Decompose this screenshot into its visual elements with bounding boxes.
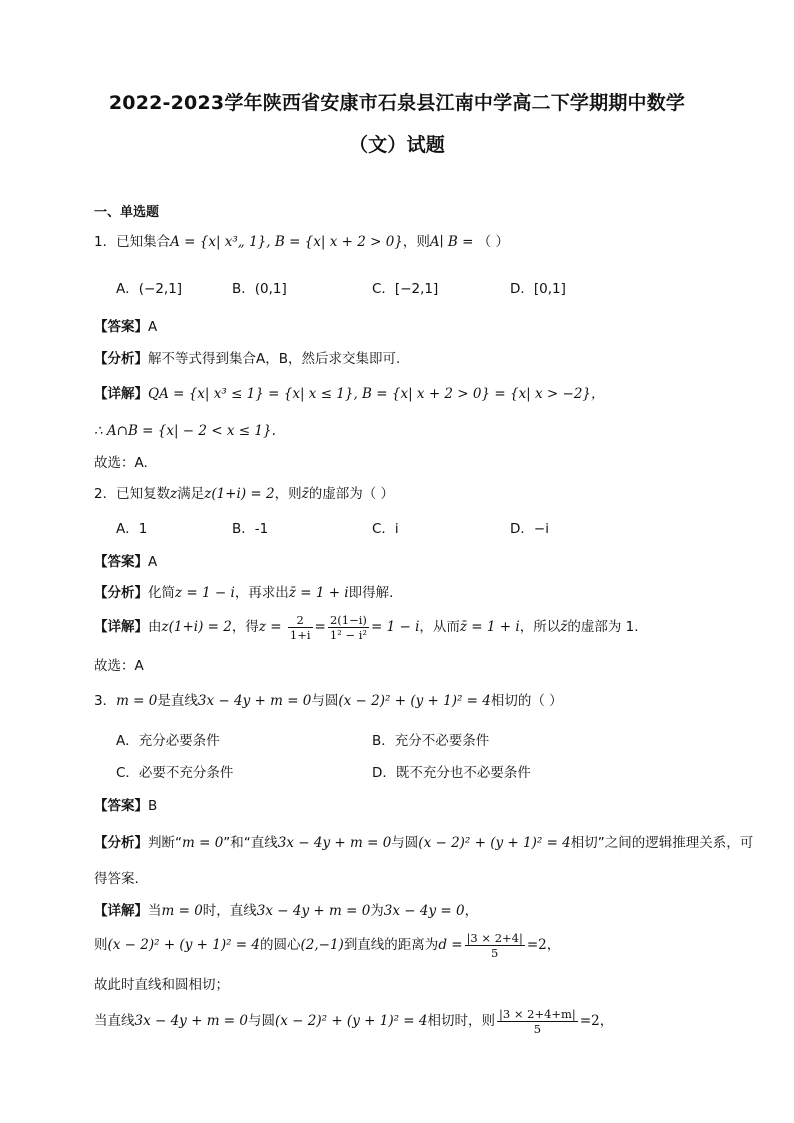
q3-analysis-text2: ”和“直线 [223,835,278,851]
q3-option-b: B．充分不必要条件 [372,733,490,749]
q3-d4-text3: 相切时，则 [427,1013,495,1029]
q2-detail-math1: z(1+i) = 2 [161,619,232,635]
q3-stem-text2: 是直线 [157,693,198,709]
q3-option-a: A．充分必要条件 [116,733,220,749]
q3-d4-frac-denominator: 5 [533,1021,542,1036]
q2-analysis-math: z = 1 − i [175,585,235,601]
q3-answer-value: B [148,798,158,814]
q3-d4-text: 当直线 [94,1013,135,1029]
q3-detail-line4 [94,1006,613,1036]
q1-stem [94,233,509,251]
document-title-line2: （文）试题 [348,134,445,156]
q2-detail-text: 由 [148,619,162,635]
q3-analysis-math2: 3x − 4y + m = 0 [277,835,392,851]
q3-d4-math3: =2， [579,1013,614,1029]
q3-stem-math1: m = 0 [116,693,158,709]
q3-stem-text: 3． [94,693,117,709]
q3-d2-text: 则 [94,937,108,953]
q3-d4-text2: 与圆 [248,1013,275,1029]
q2-detail-text4: ，所以 [519,619,561,635]
q3-detail-tag: 【详解】 [94,903,148,919]
q1-option-c: C．[−2,1] [372,281,439,297]
q2-analysis-math2: z̄ = 1 + i [288,585,349,601]
q1-option-a: A．(−2,1] [116,281,183,297]
q3-analysis-math3: (x − 2)² + (y + 1)² = 4 [418,835,571,851]
q3-d1-text2: 时，直线 [202,903,257,919]
q3-stem [94,692,563,710]
q3-d2-math4: =2， [526,937,561,953]
q2-option-c: C．i [372,521,399,537]
q2-frac2-numerator: 2(1−i) [328,613,369,628]
q2-conclusion: 故选：A [94,658,144,674]
q2-answer-tag: 【答案】 [94,554,148,570]
q2-detail-tag: 【详解】 [94,619,148,635]
q1-stem-math2: A∣ B [429,234,458,250]
q3-analysis-tag: 【分析】 [94,835,148,851]
q2-stem-text4: 的虚部为（ ） [308,486,394,502]
q2-analysis [94,584,393,602]
q1-analysis [94,350,400,368]
q3-answer-tag: 【答案】 [94,798,148,814]
q2-frac1-numerator: 2 [288,613,313,628]
q2-option-b: B．-1 [232,521,269,537]
q1-analysis-text: 解不等式得到集合A，B，然后求交集即可. [148,351,401,367]
q2-analysis-text3: 即得解. [348,585,394,601]
q3-d2-frac-denominator: 5 [491,945,499,960]
q1-detail [94,385,605,403]
q2-detail-text3: ，从而 [419,619,460,635]
q1-stem-text: 1．已知集合 [94,234,171,250]
q3-d4-fraction [497,1007,578,1036]
q2-frac1-denominator: 1+i [289,627,311,642]
q3-detail [94,902,478,920]
q1-detail-line2: ∴ A∩B = {x| − 2 < x ≤ 1}. [94,423,276,439]
q3-analysis-text3: 与圆 [391,835,419,851]
q3-option-d: D．既不充分也不必要条件 [372,765,531,781]
q3-d4-math2: (x − 2)² + (y + 1)² = 4 [275,1013,428,1029]
q2-detail-text2: ，得 [231,619,259,635]
q3-stem-text4: 相切的（ ） [490,693,563,709]
q3-analysis-text4: 相切”之间的逻辑推理关系，可 [570,835,754,851]
q2-stem [94,485,394,503]
q1-stem-math: A = {x| x³„ 1}, B = {x| x + 2 > 0} [170,234,403,250]
q2-stem-text: 2．已知复数 [94,486,171,502]
q3-option-c: C．必要不充分条件 [116,765,234,781]
q3-analysis-math1: m = 0 [182,835,224,851]
document-title-line1: 2022-2023学年陕西省安康市石泉县江南中学高二下学期期中数学 [108,92,686,114]
q1-answer-tag: 【答案】 [94,319,148,335]
q2-analysis-tag: 【分析】 [94,585,148,601]
q2-detail-fraction1 [288,613,313,642]
q2-stem-text2: 满足 [177,486,205,502]
q3-answer [94,797,157,815]
q1-detail-line1: QA = {x| x³ ≤ 1} = {x| x ≤ 1}, B = {x| x + 2 > 0} = {x| x > −2}， [148,386,605,402]
q3-d1-math2: 3x − 4y + m = 0 [256,903,371,919]
q3-d1-math3: 3x − 4y = 0 [383,903,465,919]
q1-option-b: B．(0,1] [232,281,287,297]
q3-d1-math1: m = 0 [161,903,203,919]
q2-detail-math5: z̄ [560,619,568,635]
q3-d2-math1: (x − 2)² + (y + 1)² = 4 [107,937,260,953]
q3-analysis-cont: 得答案. [94,871,139,887]
q1-stem-text3: = （ ） [457,234,509,250]
section-heading: 一、单选题 [94,205,160,220]
q3-detail-line2 [94,930,560,960]
q2-stem-text3: ，则 [274,486,302,502]
q1-stem-text2: ，则 [402,234,430,250]
q3-d2-math3: d = [438,937,463,953]
q2-detail-math4: z̄ = 1 + i [459,619,520,635]
q2-stem-z: z [170,486,178,502]
q3-d4-frac-numerator: |3 × 2+4+m| [498,1006,576,1021]
q2-detail [94,612,639,642]
q3-d2-frac-numerator: |3 × 2+4| [466,930,523,945]
q1-detail-tag: 【详解】 [94,386,148,402]
q1-detail-line2-row [94,422,276,440]
q3-stem-math2: 3x − 4y + m = 0 [197,693,312,709]
q2-detail-fraction2 [328,613,369,642]
q3-stem-text3: 与圆 [311,693,339,709]
q3-d2-text2: 的圆心 [259,937,301,953]
q3-d1-text4: ， [464,903,479,919]
q1-conclusion: 故选：A. [94,455,148,471]
q1-analysis-tag: 【分析】 [94,351,148,367]
q3-d2-math2: (2,−1) [300,937,344,953]
q2-frac2-denominator: 1² − i² [329,627,367,642]
q3-analysis-text: 判断“ [148,835,182,851]
q2-stem-math: z(1+i) = 2 [204,486,275,502]
q1-option-d: D．[0,1] [510,281,566,297]
q2-detail-text5: 的虚部为 1. [567,619,639,635]
q2-answer [94,553,157,571]
q2-detail-equals: = [314,619,326,635]
q2-detail-math2: z = [258,619,282,635]
q2-option-a: A．1 [116,521,148,537]
q3-d1-text3: 为 [370,903,384,919]
q2-analysis-text: 化简 [148,585,175,601]
q3-d4-math1: 3x − 4y + m = 0 [134,1013,248,1029]
q2-option-d: D．−i [510,521,549,537]
q2-analysis-text2: ，再求出 [234,585,289,601]
q3-d1-text: 当 [148,903,162,919]
q1-answer-value: A [148,319,158,335]
q2-detail-math3: = 1 − i [371,619,420,635]
q1-answer [94,318,157,336]
q2-answer-value: A [148,554,158,570]
q3-analysis [94,834,753,852]
q3-detail-line3: 故此时直线和圆相切； [94,977,229,993]
q3-stem-math3: (x − 2)² + (y + 1)² = 4 [338,693,491,709]
q2-stem-zbar: z̄ [301,486,309,502]
q3-d2-fraction [465,931,525,960]
q3-d2-text3: 到直线的距离为 [343,937,439,953]
